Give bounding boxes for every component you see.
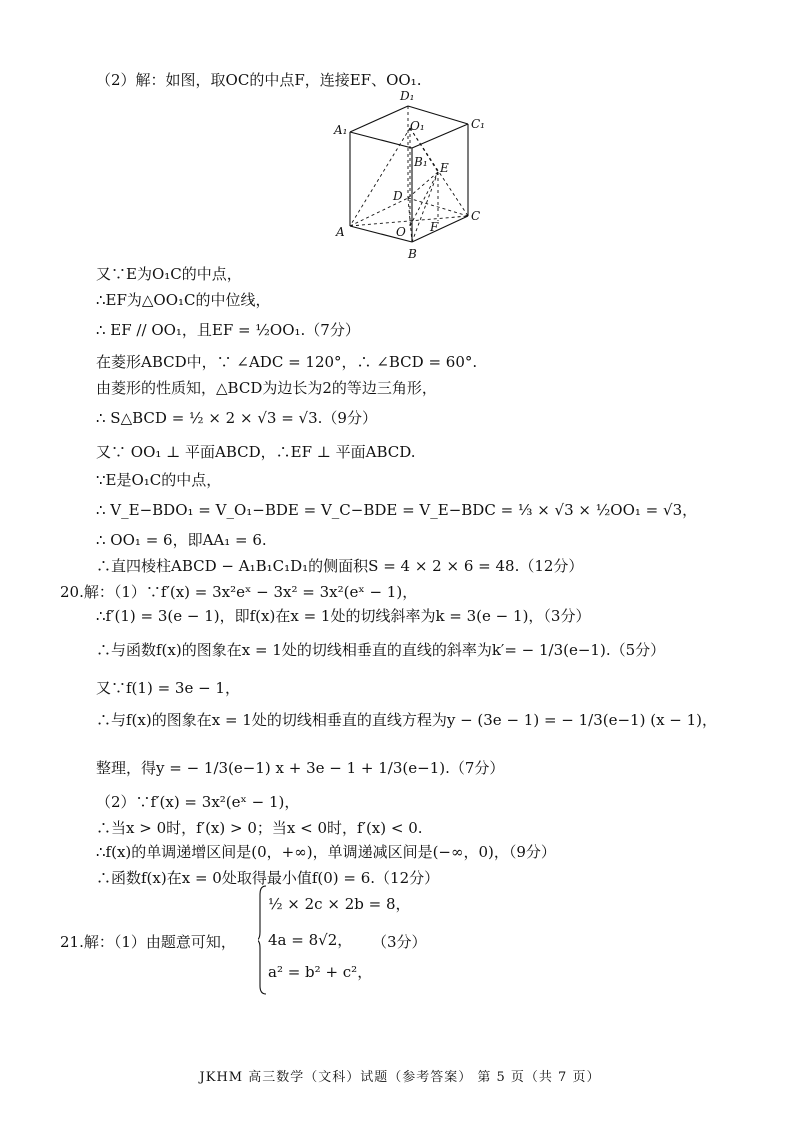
line-19: （2）∵f′(x) = 3x²(eˣ − 1)， bbox=[96, 793, 300, 811]
page-footer: JKHM 高三数学（文科）试题（参考答案） 第 5 页（共 7 页） bbox=[199, 1070, 601, 1085]
line-7: ∴ S△BCD = ½ × 2 × √3 = √3.（9分） bbox=[96, 409, 377, 427]
line-22: ∴函数f(x)在x = 0处取得最小值f(0) = 6.（12分） bbox=[96, 869, 440, 887]
label-C1: C₁ bbox=[471, 117, 485, 131]
prism-solid-edges bbox=[350, 106, 468, 242]
line-21: ∴f(x)的单调递增区间是(0，+∞)，单调递减区间是(−∞，0)，（9分） bbox=[96, 843, 556, 861]
line-5: 在菱形ABCD中，∵ ∠ADC = 120°，∴ ∠BCD = 60°. bbox=[96, 353, 478, 371]
line-24: （3分） bbox=[372, 933, 427, 951]
line-2: 又∵E为O₁C的中点， bbox=[96, 265, 242, 283]
label-O: O bbox=[396, 225, 406, 239]
line-15: ∴与函数f(x)的图象在x = 1处的切线相垂直的直线的斜率为k′= − 1/3(e−1).（5分） bbox=[96, 641, 666, 659]
line-13: 20.解：（1）∵f′(x) = 3x²eˣ − 3x² = 3x²(eˣ − 1)， bbox=[60, 583, 418, 601]
line-23: 21.解：（1）由题意可知， bbox=[60, 933, 236, 951]
label-C: C bbox=[471, 209, 481, 223]
label-E: E bbox=[440, 161, 449, 175]
line-17: ∴与f(x)的图象在x = 1处的切线相垂直的直线方程为y − (3e − 1) = − 1/3(e−1) (x − 1)， bbox=[96, 711, 718, 729]
line-11: ∴ OO₁ = 6，即AA₁ = 6. bbox=[96, 531, 267, 549]
system-eq-3: a² = b² + c²， bbox=[268, 963, 373, 981]
system-eq-1: ½ × 2c × 2b = 8， bbox=[268, 895, 411, 913]
label-A: A bbox=[336, 225, 345, 239]
prism-figure bbox=[330, 86, 490, 262]
line-8: 又∵ OO₁ ⊥ 平面ABCD，∴EF ⊥ 平面ABCD. bbox=[96, 443, 416, 461]
label-B1: B₁ bbox=[414, 155, 428, 169]
line-6: 由菱形的性质知，△BCD为边长为2的等边三角形， bbox=[96, 379, 437, 397]
label-F: F bbox=[430, 220, 439, 234]
label-B: B bbox=[408, 247, 417, 261]
line-20: ∴当x > 0时，f′(x) > 0；当x < 0时，f′(x) < 0. bbox=[96, 819, 423, 837]
line-3: ∴EF为△OO₁C的中位线， bbox=[96, 291, 271, 309]
line-10: ∴ V_E−BDO₁ = V_O₁−BDE = V_C−BDE = V_E−BDC = ⅓ × √3 × ½OO₁ = √3， bbox=[96, 501, 698, 519]
line-12: ∴直四棱柱ABCD − A₁B₁C₁D₁的侧面积S = 4 × 2 × 6 = 48.（12分） bbox=[96, 557, 584, 575]
line-4: ∴ EF // OO₁，且EF = ½OO₁.（7分） bbox=[96, 321, 360, 339]
line-18: 整理，得y = − 1/3(e−1) x + 3e − 1 + 1/3(e−1).（7分） bbox=[96, 759, 505, 777]
label-A1: A₁ bbox=[334, 123, 348, 137]
label-O1: O₁ bbox=[410, 119, 425, 133]
label-D: D bbox=[393, 189, 403, 203]
prism-hidden-edges bbox=[350, 106, 468, 242]
label-D1: D₁ bbox=[400, 89, 415, 103]
system-eq-2: 4a = 8√2， bbox=[268, 931, 353, 949]
line-16: 又∵f(1) = 3e − 1， bbox=[96, 679, 240, 697]
line-9: ∵E是O₁C的中点， bbox=[96, 471, 222, 489]
line-solution-part2: （2）解：如图，取OC的中点F，连接EF、OO₁. bbox=[96, 71, 422, 89]
line-14: ∴f′(1) = 3(e − 1)，即f(x)在x = 1处的切线斜率为k = 3(e − 1)，（3分） bbox=[96, 607, 591, 625]
